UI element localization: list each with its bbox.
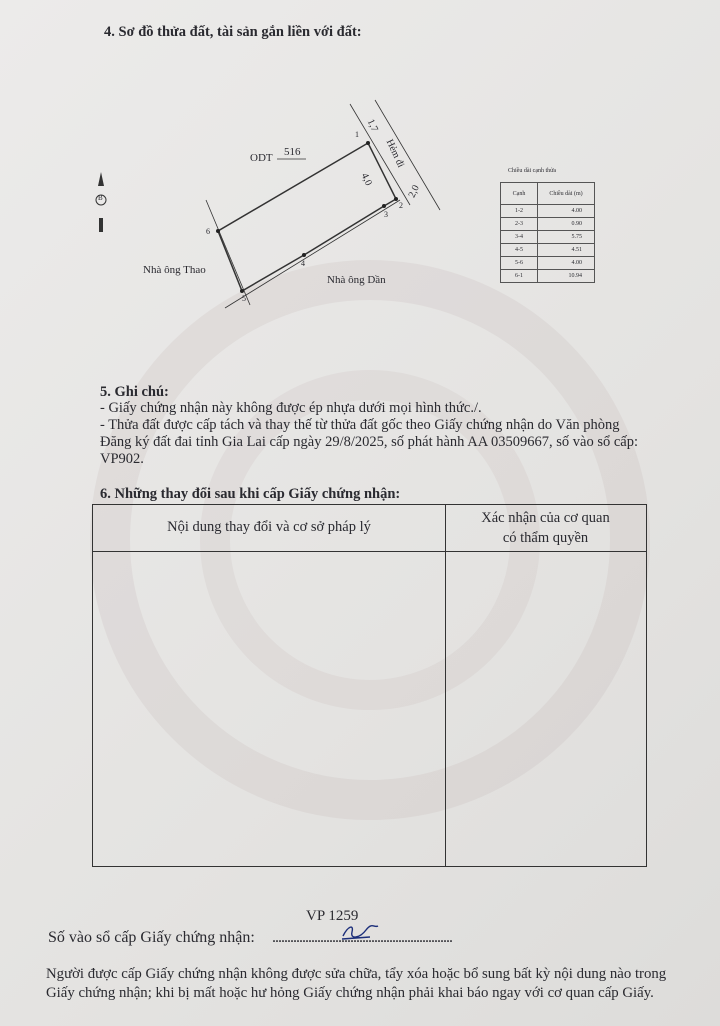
section4-title: 4. Sơ đồ thửa đất, tài sản gắn liền với đất: <box>104 24 362 40</box>
cell: 4.00 <box>538 205 595 218</box>
col-header-content: Nội dung thay đổi và cơ sở pháp lý <box>167 519 371 535</box>
changes-table <box>92 504 647 867</box>
parcel-number: 516 <box>284 146 301 158</box>
neighbor-south: Nhà ông Dần <box>327 274 386 286</box>
col-header-confirm <box>445 508 646 548</box>
cell: 0.90 <box>538 218 595 231</box>
register-label: Số vào sổ cấp Giấy chứng nhận: <box>48 929 255 946</box>
edge-table-title: Chiều dài cạnh thửa <box>508 168 557 174</box>
cell: 4-5 <box>501 244 538 257</box>
register-dots: ............................................................ <box>272 929 452 946</box>
col-header-line: Xác nhận của cơ quan <box>481 510 610 526</box>
edge-length-table <box>500 182 595 283</box>
point-label: 4 <box>301 259 305 268</box>
point-label: 3 <box>384 210 388 219</box>
header-cell: Cạnh <box>501 183 538 205</box>
cell: 2-3 <box>501 218 538 231</box>
footer-line: Giấy chứng nhận; khi bị mất hoặc hư hỏng Giấy chứng nhận phải khai báo ngay với cơ quan cấp Giấy. <box>46 985 654 1001</box>
road-width-1: 1,7 <box>364 117 380 134</box>
register-value: VP 1259 <box>306 908 359 924</box>
parcel-outline <box>218 143 396 291</box>
road-width-2: 2,0 <box>406 183 422 200</box>
note-line: - Thửa đất được cấp tách và thay thế từ thửa đất gốc theo Giấy chứng nhận do Văn phòng <box>100 417 620 433</box>
cell: 4.51 <box>538 244 595 257</box>
note-line: - Giấy chứng nhận này không được ép nhựa dưới mọi hình thức./. <box>100 400 482 416</box>
note-line: Đăng ký đất đai tỉnh Gia Lai cấp ngày 29/8/2025, số phát hành AA 03509667, số vào sổ cấp: <box>100 434 639 450</box>
section5-title: 5. Ghi chú: <box>100 384 169 400</box>
north-symbol: B <box>98 194 103 202</box>
cell: 5.75 <box>538 231 595 244</box>
point-label: 5 <box>242 294 246 303</box>
point-label: 1 <box>355 130 359 139</box>
note-line: VP902. <box>100 451 144 467</box>
road-label: Hẻm đi <box>383 137 407 170</box>
cell: 1-2 <box>501 205 538 218</box>
edge-length: 4,0 <box>358 171 374 188</box>
neighbor-west: Nhà ông Thao <box>143 264 206 276</box>
parcel-label: ODT <box>250 152 273 164</box>
cell: 4.00 <box>538 257 595 270</box>
cell: 5-6 <box>501 257 538 270</box>
parcel-diagram <box>0 0 720 320</box>
point-label: 2 <box>399 201 403 210</box>
point-label: 6 <box>206 227 210 236</box>
footer-line: Người được cấp Giấy chứng nhận không được sửa chữa, tẩy xóa hoặc bổ sung bất kỳ nội dung nào trong <box>46 966 667 982</box>
header-cell: Chiều dài (m) <box>538 183 595 205</box>
north-arrow-icon <box>96 172 106 232</box>
section6-title: 6. Những thay đổi sau khi cấp Giấy chứng nhận: <box>100 486 401 502</box>
col-header-line: có thẩm quyền <box>502 530 589 546</box>
cell: 6-1 <box>501 270 538 283</box>
cell: 10.94 <box>538 270 595 283</box>
cell: 3-4 <box>501 231 538 244</box>
